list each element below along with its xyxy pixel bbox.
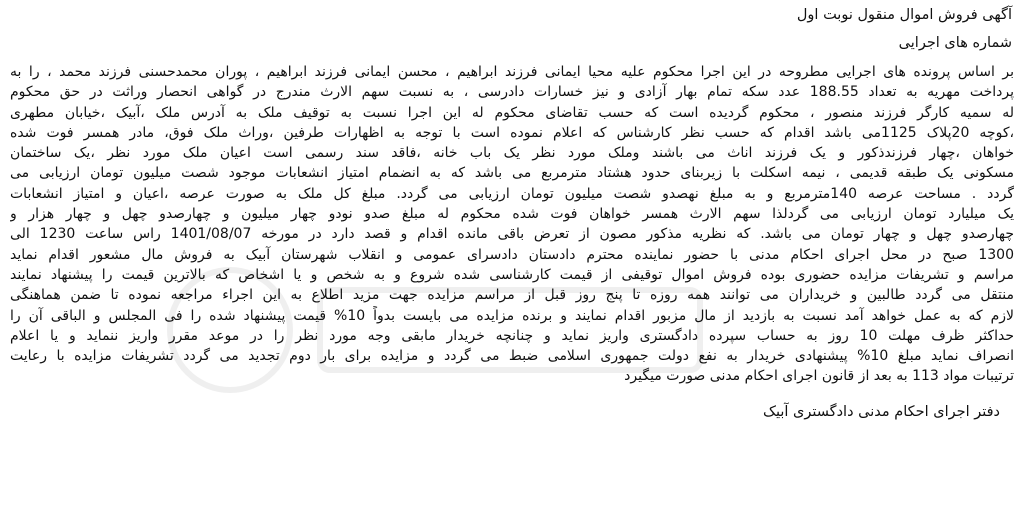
- body-line: له سمیه کارگر فرزند منصور ، محکوم گردیده است که حسب تقاضای محکوم له این اجرا نسبت به توقیف ملک به آدرس ملک ،آبیک ،خیابان مطهری: [10, 104, 1014, 121]
- body-line: خواهان ،چهار فرزندذکور و یک فرزند اناث می باشند وملک مورد نظر یک باب خانه ،فاقد سند رسمی است اعیان ملک مورد نظر ،یک ساختمان: [10, 145, 1014, 162]
- body-line: مراسم و تشریفات مزایده حضوری بوده فروش اموال توقیفی از قیمت کارشناسی شده شروع و به شخص و یا اشخاص که بالاترین قیمت را پیشنهاد نمایند: [10, 266, 1014, 283]
- body-line: بر اساس پرونده های اجرایی مطروحه در این اجرا محکوم علیه محیا ایمانی فرزند ابراهیم ، محسن ایمانی فرزند ابراهیم ، پوران محمدحسنی فرزند محمد ، را به: [10, 64, 1014, 80]
- body-line: مسکونی یک طبقه قدیمی ، نیمه اسکلت با زیربنای حدود هشتاد مترمربع می باشد که به انضمام امتیاز انشعابات موجود شصت میلیون تومان ارزیابی می: [10, 165, 1014, 182]
- body-line: 1300 صبح در محل اجرای احکام مدنی با حضور نماینده محترم دادستان دادسرای عمومی و انقلاب شهرستان آبیک به فروش مال مشعور اقدام نماید: [10, 246, 1014, 263]
- body-line: ترتیبات مواد 113 به بعد از قانون اجرای احکام مدنی صورت میگیرد: [624, 368, 1014, 385]
- body-line: حداکثر ظرف مهلت 10 روز به حساب سپرده دادگستری واریز نماید و چنانچه خریدار مابقی وجه مورد نظر را در موعد مقرر واریز ننماید و یا اعلام: [10, 327, 1014, 344]
- body-line: لازم که به عمل خواهد آمد نسبت به بازدید از مال مزبور اقدام نمایند و برنده مزایده می بایست بدواً 10% قیمت پیشنهاد شده را فی المجلس و الباقی آن را: [10, 307, 1014, 324]
- body-line: انصراف نماید مبلغ 10% پیشنهادی خریدار به نفع دولت جمهوری اسلامی ضبط می گردد و مزایده برای بار دوم تجدید می گردد تشریفات مزایده با رعایت: [10, 348, 1014, 365]
- notice-body: [10, 62, 1014, 387]
- issuing-office-signature: دفتر اجرای احکام مدنی دادگستری آبیک: [763, 403, 1000, 420]
- body-line: پرداخت مهریه به تعداد 188.55 عدد سکه تمام بهار آزادی و نیز خسارات دادرسی ، به نسبت سهم الارث مندرج در گواهی انحصار وراثت در حق محکوم: [10, 84, 1014, 101]
- body-line: یک میلیارد تومان ارزیابی می گردلذا سهم الارث همسر خواهان فوت شده محکوم له مبلغ صدو نودو چهار میلیون و چهارصدو چهل و چهار هزار و: [10, 206, 1014, 223]
- body-line: گردد . مساحت عرصه 140مترمربع و به مبلغ نهصدو شصت میلیون تومان ارزیابی می گردد. مبلغ کل ملک به صورت عرصه ،اعیان و امتیاز انشعابات: [10, 185, 1014, 202]
- body-line: منتقل می گردد طالبین و خریداران می توانند همه روزه تا پنج روز قبل از مراسم مزایده جهت مزید اطلاع به این اجراء مراجعه نموده تا ضمن هماهنگی: [10, 287, 1014, 304]
- notice-title: آگهی فروش اموال منقول نوبت اول: [796, 7, 1012, 23]
- body-line: چهارصدو چهل و چهار تومان می باشد. که نظریه مذکور مصون از تعرض باقی مانده اقدام و قصد دارد در مورخه 1401/08/07 راس ساعت 1230 الی: [10, 226, 1014, 243]
- execution-numbers-label: شماره های اجرایی: [898, 35, 1012, 51]
- body-line: ،کوچه 20پلاک 1125می باشد اقدام که حسب نظر کارشناس که اعلام نموده است با توجه به اظهارات طرفین ،وراث ملک فوق، مادر همسر فوت شده: [10, 124, 1014, 141]
